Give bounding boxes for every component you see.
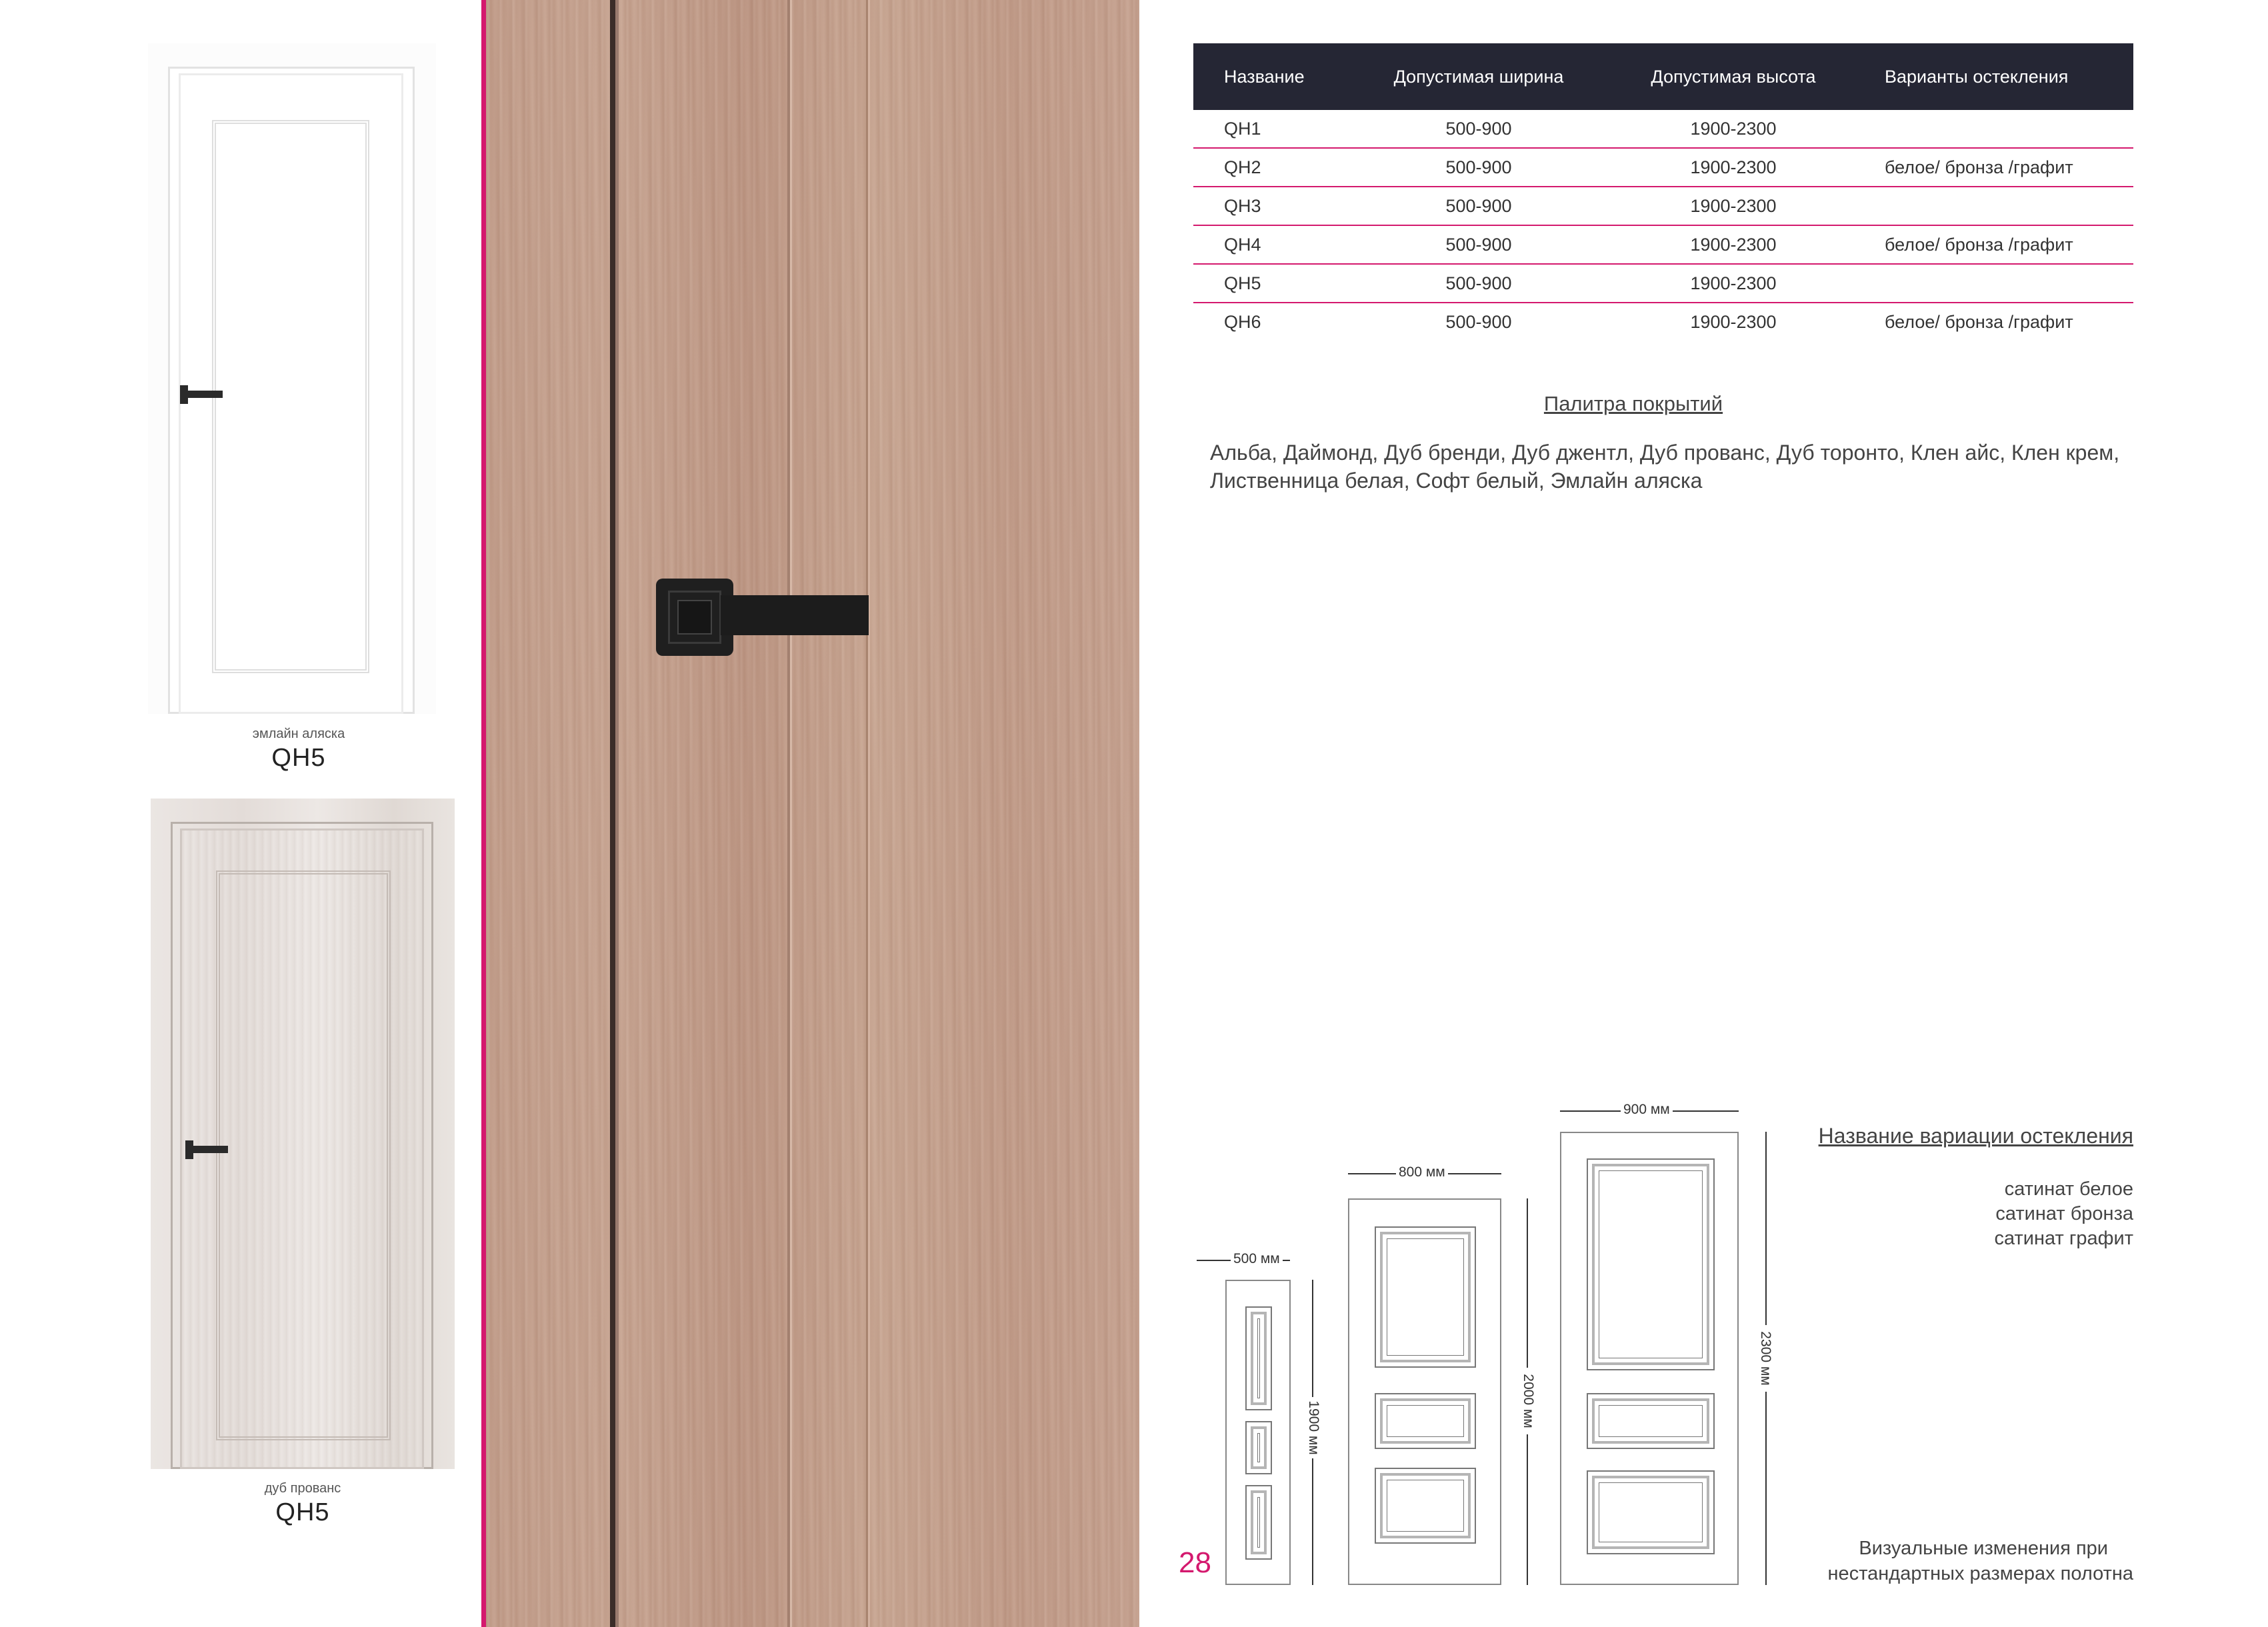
cell-glazing xyxy=(1861,187,2133,225)
cell-name: QH4 xyxy=(1193,225,1351,264)
cell-height: 1900-2300 xyxy=(1690,311,1777,332)
product-finish-caption: эмлайн аляска xyxy=(252,727,345,741)
door-panel-molding xyxy=(212,120,369,673)
palette-title: Палитра покрытий xyxy=(1543,392,1723,415)
dim-label-height-small: 1900 мм xyxy=(1305,1397,1321,1458)
dim-label-width-medium: 800 мм xyxy=(1396,1164,1448,1180)
table-row xyxy=(1193,187,2133,225)
cell-width: 500-900 xyxy=(1351,110,1606,148)
palette-list: Альба, Даймонд, Дуб бренди, Дуб джентл, Дуб прованс, Дуб торонто, Клен айс, Клен крем, Лиственница белая, Софт белый, Эмлайн аляска xyxy=(1210,441,2120,493)
header-name: Название xyxy=(1193,43,1351,110)
header-width: Допустимая ширина xyxy=(1351,43,1606,110)
cell-width: 500-900 xyxy=(1351,187,1606,225)
diagram-glass-panel xyxy=(1587,1470,1715,1554)
dim-label-height-medium: 2000 мм xyxy=(1520,1368,1536,1434)
door-panel-molding xyxy=(216,870,391,1440)
cell-name: QH3 xyxy=(1193,187,1351,225)
glazing-item: сатинат бронза xyxy=(1995,1203,2133,1224)
diagram-glass-panel xyxy=(1375,1393,1476,1449)
accent-divider xyxy=(481,0,486,1627)
cell-name: QH1 xyxy=(1193,110,1351,148)
door-handle-rosette-core xyxy=(677,600,712,635)
door-handle-lever xyxy=(721,595,869,635)
table-row xyxy=(1193,110,2133,148)
cell-width: 500-900 xyxy=(1351,225,1606,264)
table-row xyxy=(1193,148,2133,187)
cell-glazing xyxy=(1861,264,2133,303)
glazing-item: сатинат графит xyxy=(1994,1228,2133,1249)
cell-width: 500-900 xyxy=(1351,264,1606,303)
product-model-caption: QH5 xyxy=(271,744,326,772)
glazing-title: Название вариации остекления xyxy=(1818,1124,2133,1148)
table-header-row xyxy=(1193,43,2133,110)
cell-height: 1900-2300 xyxy=(1606,225,1861,264)
door-diagram-medium xyxy=(1348,1198,1501,1585)
cell-glazing: белое/ бронза /графит xyxy=(1861,148,2133,187)
cell-width: 500-900 xyxy=(1445,311,1512,332)
product-finish-caption: дуб прованс xyxy=(264,1481,341,1496)
cell-glazing xyxy=(1861,110,2133,148)
diagram-glass-panel xyxy=(1245,1306,1272,1410)
diagram-glass-panel xyxy=(1245,1485,1272,1560)
door-handle-lever xyxy=(185,391,223,398)
door-molding-highlight xyxy=(790,0,792,1627)
dim-label-width-small: 500 мм xyxy=(1231,1251,1283,1267)
table-row xyxy=(1193,225,2133,264)
door-gap-light xyxy=(615,0,619,1627)
door-gap-dark xyxy=(610,0,615,1627)
door-diagram-small xyxy=(1225,1280,1291,1585)
page-number: 28 xyxy=(1179,1546,1211,1579)
diagram-glass-panel xyxy=(1245,1421,1272,1474)
door-closeup-wood xyxy=(486,0,1139,1627)
glazing-item: сатинат белое xyxy=(2004,1178,2133,1200)
cell-name: QH5 xyxy=(1193,264,1351,303)
cell-height: 1900-2300 xyxy=(1606,148,1861,187)
cell-name: QH6 xyxy=(1224,311,1261,332)
table-row xyxy=(1193,303,2133,341)
header-height: Допустимая высота xyxy=(1606,43,1861,110)
cell-height: 1900-2300 xyxy=(1606,264,1861,303)
cell-glazing: белое/ бронза /графит xyxy=(1861,225,2133,264)
spec-table xyxy=(1193,43,2133,341)
diagram-glass-panel xyxy=(1375,1468,1476,1544)
dim-label-width-large: 900 мм xyxy=(1621,1102,1673,1118)
size-note-line: Визуальные изменения при xyxy=(1859,1538,2108,1559)
table-row xyxy=(1193,264,2133,303)
cell-glazing: белое/ бронза /графит xyxy=(1885,311,2073,332)
door-handle-lever xyxy=(191,1146,228,1153)
door-diagram-large xyxy=(1560,1132,1739,1585)
header-glazing: Варианты остекления xyxy=(1861,43,2133,110)
diagram-glass-panel xyxy=(1587,1393,1715,1449)
dim-label-height-large: 2300 мм xyxy=(1757,1325,1773,1392)
cell-name: QH2 xyxy=(1193,148,1351,187)
diagram-glass-panel xyxy=(1587,1158,1715,1370)
cell-width: 500-900 xyxy=(1351,148,1606,187)
diagram-glass-panel xyxy=(1375,1226,1476,1368)
size-note-line: нестандартных размерах полотна xyxy=(1827,1563,2133,1584)
product-image-white xyxy=(148,43,436,714)
cell-height: 1900-2300 xyxy=(1606,187,1861,225)
cell-height: 1900-2300 xyxy=(1606,110,1861,148)
product-model-caption: QH5 xyxy=(275,1498,330,1526)
door-molding-highlight xyxy=(868,0,870,1627)
product-image-oak xyxy=(151,799,455,1469)
